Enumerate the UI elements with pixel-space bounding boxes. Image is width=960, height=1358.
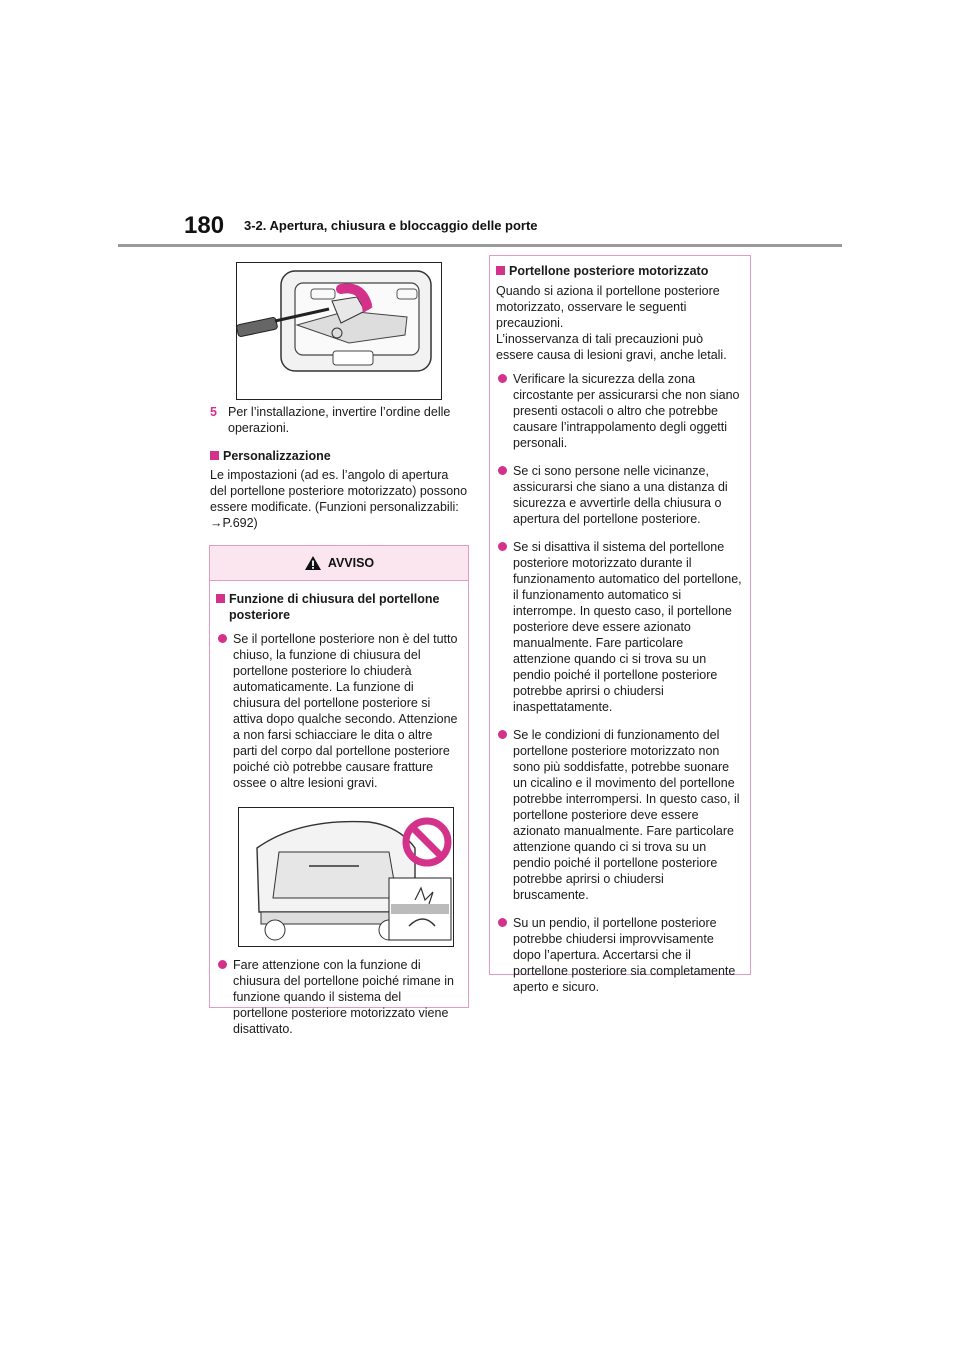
step-5: [210, 404, 468, 436]
round-bullet-icon: [498, 918, 507, 927]
round-bullet-icon: [218, 960, 227, 969]
step-number: 5: [210, 405, 217, 419]
precaution-bullet: Se le condizioni di funzionamento del portellone posteriore motorizzato non sono più soddisfatte, potrebbe suonare un cicalino e il movimento del portellone potrebbe interrompersi. In questo caso, il portellone posteriore deve essere azionato manualmente. Fare particolare attenzione quando ci si trova su un pendio poiché il portellone posteriore potrebbe aprirsi o chiudersi bruscamente.: [496, 727, 742, 903]
round-bullet-icon: [498, 542, 507, 551]
warning-bullet: Se il portellone posteriore non è del tutto chiuso, la funzione di chiusura del portellone posteriore lo chiuderà automaticamente. La funzione di chiusura del portellone posteriore si attiva dopo qualche secondo. Attenzione a non farsi schiacciare le dita o altre parti del corpo dal portellone posteriore poiché ciò potrebbe causare fratture ossee o altre lesioni gravi.: [216, 631, 458, 791]
warning-box: [209, 545, 469, 1036]
warning-label: AVVISO: [327, 556, 375, 570]
warning-triangle-icon: [304, 555, 322, 571]
round-bullet-icon: [498, 730, 507, 739]
round-bullet-icon: [498, 466, 507, 475]
power-tailgate-intro-2: L’inosservanza di tali precauzioni può essere causa di lesioni gravi, anche letali.: [496, 332, 727, 362]
warning-subheading: Funzione di chiusura del portellone posteriore: [216, 591, 458, 623]
personalization-text: Le impostazioni (ad es. l’angolo di apertura del portellone posteriore motorizzato) possono essere modificate. (Funzioni personalizzabili: →P.692): [210, 468, 468, 530]
round-bullet-icon: [498, 374, 507, 383]
square-bullet-icon: [210, 451, 219, 460]
warning-bullet: Fare attenzione con la funzione di chiusura del portellone poiché rimane in funzione quando il sistema del portellone posteriore motorizzato viene disattivato.: [216, 957, 458, 1037]
page-number: 180: [184, 212, 225, 239]
power-tailgate-intro: Quando si aziona il portellone posteriore motorizzato, osservare le seguenti precauzioni.: [496, 284, 720, 330]
section-title: 3-2. Apertura, chiusura e bloccaggio delle porte: [244, 218, 538, 233]
square-bullet-icon: [496, 266, 505, 275]
power-tailgate-box: [489, 255, 751, 994]
left-column: [210, 404, 468, 531]
header-rule: [118, 244, 842, 247]
pinch-warning-illustration: [238, 807, 454, 947]
precaution-bullet: Se si disattiva il sistema del portellone posteriore motorizzato durante il funzionamento automatico del portellone, il funzionamento automatico si interrompe. In questo caso, il portellone posteriore deve essere azionato manualmente. Fare particolare attenzione quando ci si trova su un pendio poiché il portellone posteriore potrebbe aprirsi o chiudersi inaspettatamente.: [496, 539, 742, 715]
precaution-bullet: Su un pendio, il portellone posteriore potrebbe chiudersi improvvisamente dopo l’apertura. Accertarsi che il portellone posteriore sia completamente aperto e sicuro.: [496, 915, 742, 995]
warning-header: [210, 546, 468, 581]
round-bullet-icon: [218, 634, 227, 643]
cover-removal-illustration: [236, 262, 442, 400]
precaution-bullet: Verificare la sicurezza della zona circostante per assicurarsi che non siano presenti ostacoli o altro che potrebbe causare l’intrappolamento degli oggetti personali.: [496, 371, 742, 451]
power-tailgate-heading: Portellone posteriore motorizzato: [496, 263, 742, 279]
personalization-heading: Personalizzazione: [210, 448, 468, 464]
square-bullet-icon: [216, 594, 225, 603]
precaution-bullet: Se ci sono persone nelle vicinanze, assicurarsi che siano a una distanza di sicurezza e avvertirle della chiusura o apertura del portellone posteriore.: [496, 463, 742, 527]
step-text: Per l’installazione, invertire l’ordine delle operazioni.: [228, 405, 451, 435]
